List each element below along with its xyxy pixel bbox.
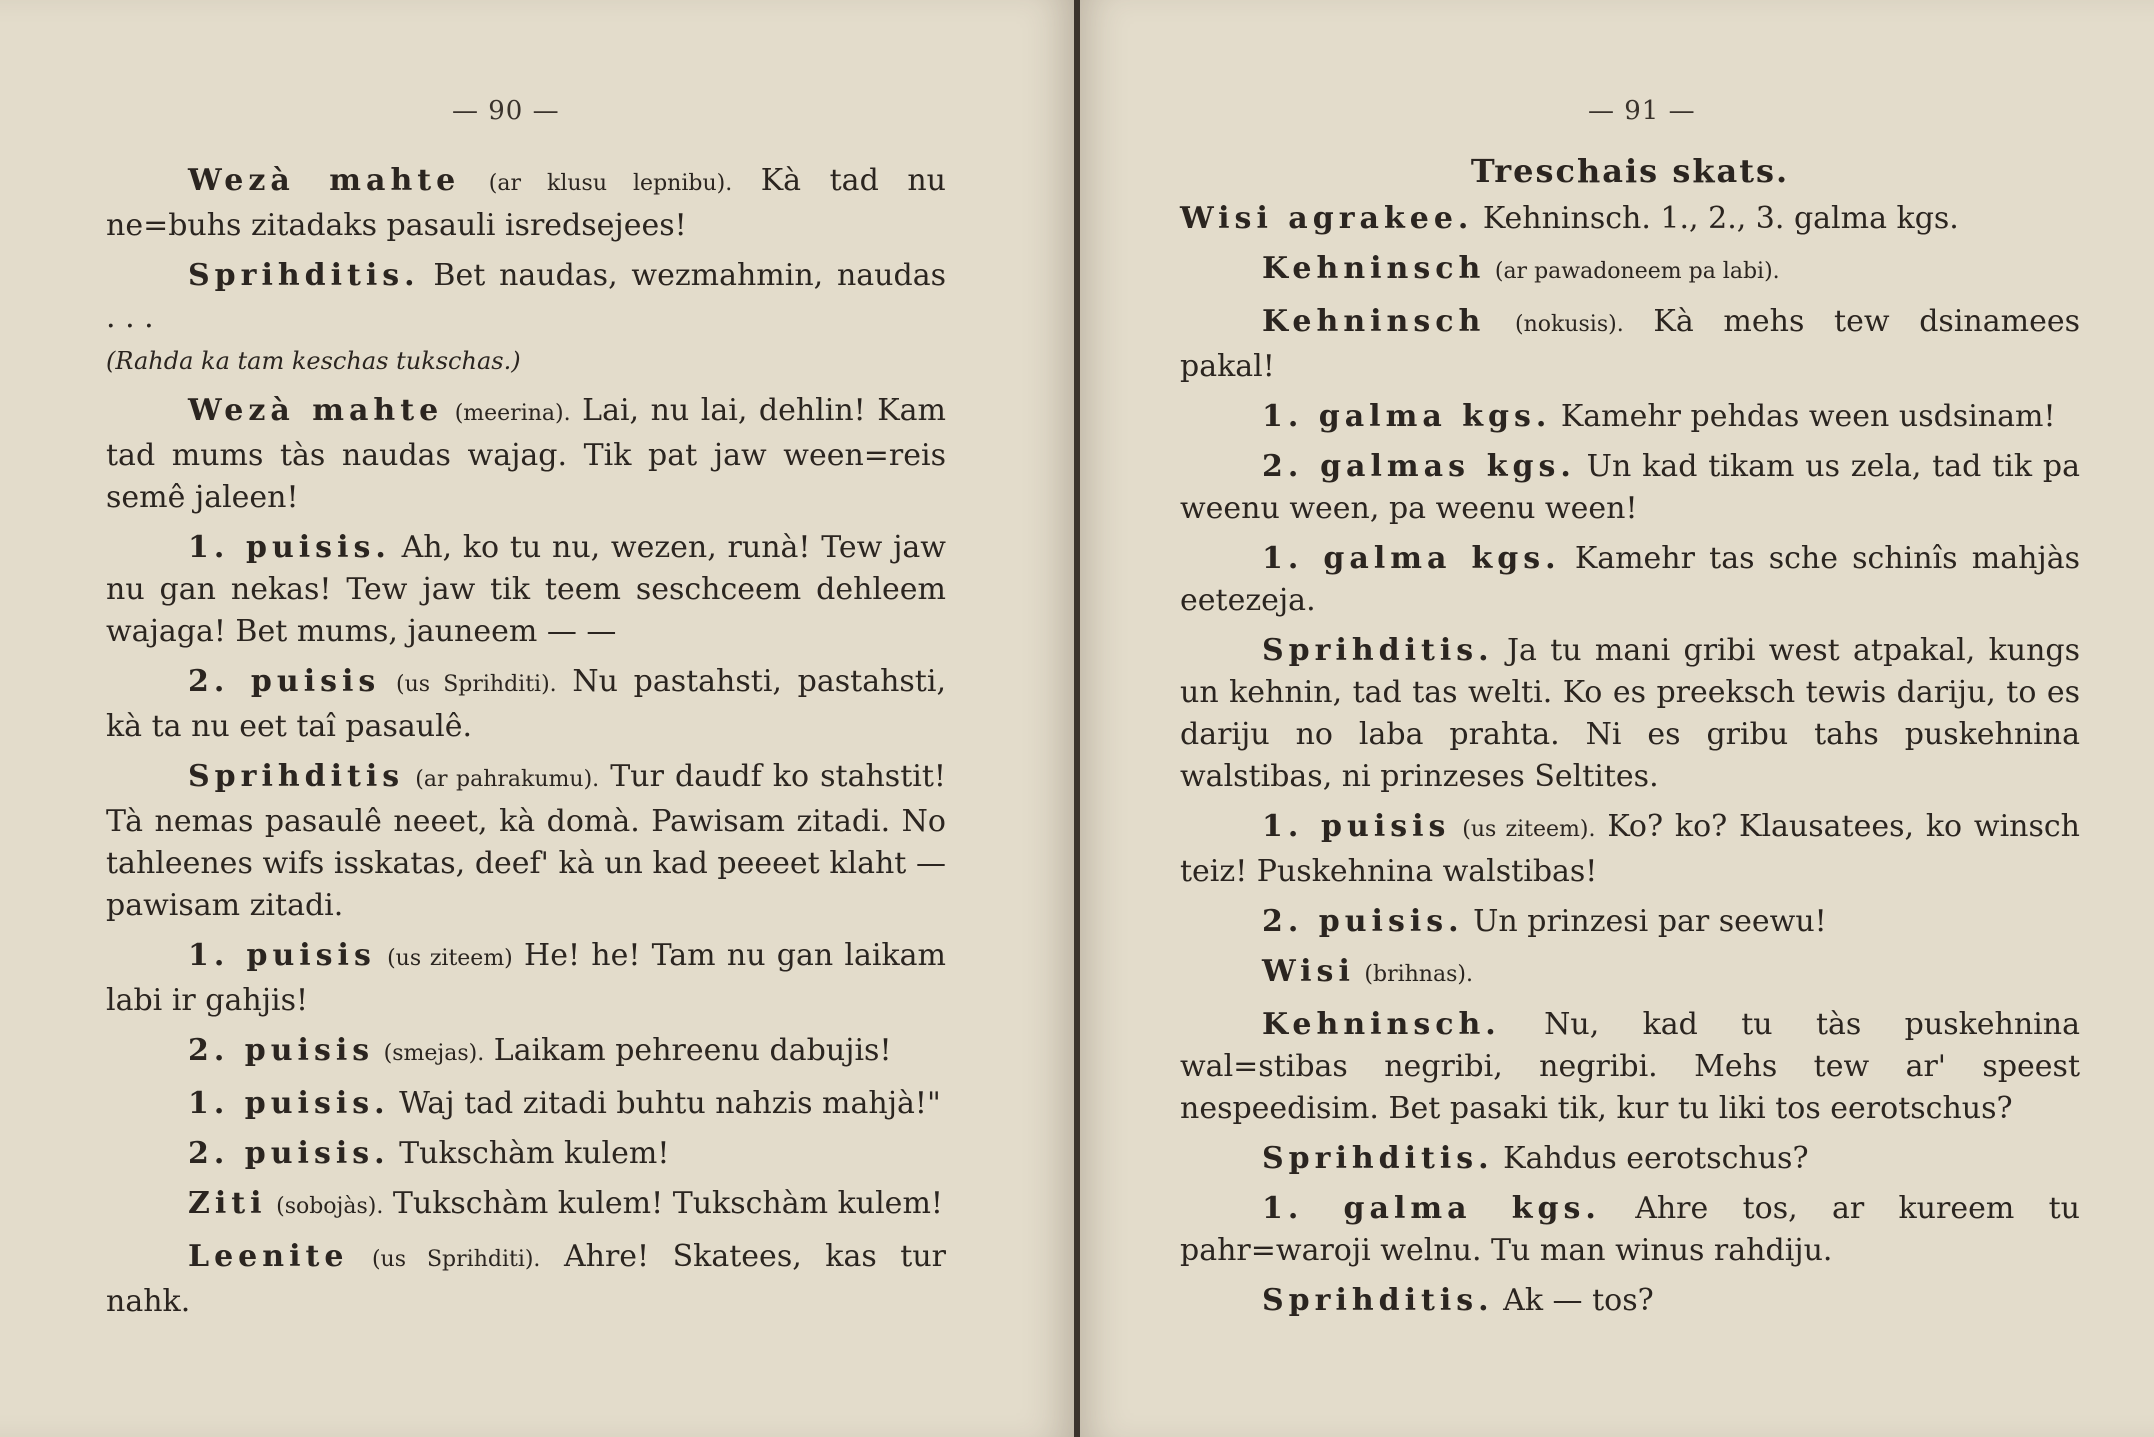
stage-direction: (sobojàs). [276, 1194, 384, 1219]
page-number: — 91 — [1588, 96, 1696, 126]
dialogue-paragraph [106, 1183, 946, 1228]
stage-direction: (us ziteem) [387, 946, 513, 971]
dialogue-text: Tukschàm kulem! Tukschàm kulem! [392, 1186, 943, 1221]
dialogue-paragraph [1180, 951, 2080, 996]
dialogue-paragraph [106, 1083, 946, 1125]
speaker-name: Wisi [1262, 954, 1355, 989]
speaker-name: Sprihditis. [1262, 1283, 1494, 1318]
speaker-name: 2. puisis. [1262, 904, 1464, 939]
dialogue-text: Kamehr tas sche schinîs mahjàs eetezeja. [1180, 541, 2081, 618]
right-page-text [1180, 150, 2080, 1322]
dialogue-paragraph [1180, 538, 2080, 622]
speaker-name: 2. puisis [188, 664, 381, 699]
speaker-name: Wezà mahte [188, 393, 444, 428]
stage-direction: (smejas). [383, 1041, 485, 1066]
dialogue-paragraph [1180, 630, 2080, 798]
dialogue-text: Kà mehs tew dsinamees pakal! [1180, 304, 2080, 384]
speaker-name: 2. puisis [188, 1033, 375, 1068]
speaker-name: Sprihditis. [1262, 633, 1494, 668]
speaker-name: Leenite [188, 1239, 349, 1274]
dialogue-paragraph [1180, 1188, 2080, 1272]
dialogue-text: Waj tad zitadi buhtu nahzis mahjà!" [399, 1086, 941, 1121]
dialogue-paragraph [1180, 1280, 2080, 1322]
dialogue-paragraph [106, 527, 946, 653]
dialogue-paragraph [1180, 806, 2080, 893]
stage-direction: (ar pawadoneem pa labi). [1494, 259, 1780, 284]
dialogue-text: Ko? ko? Klausatees, ko winsch teiz! Puskehnina walstibas! [1180, 809, 2081, 889]
dialogue-text: Laikam pehreenu dabujis! [493, 1033, 892, 1068]
stage-direction: (brihnas). [1364, 962, 1473, 987]
speaker-name: Sprihditis. [188, 258, 420, 293]
speaker-name: 1. galma kgs. [1262, 1191, 1601, 1226]
stage-direction: (ar klusu lepnibu). [488, 171, 733, 196]
stage-direction: (Rahda ka tam keschas tukschas.) [106, 347, 521, 375]
dialogue-paragraph [1180, 396, 2080, 438]
left-page-text [106, 160, 946, 1323]
speaker-name: Sprihditis [188, 759, 405, 794]
dialogue-paragraph [106, 1133, 946, 1175]
dialogue-text: Lai, nu lai, dehlin! Kam tad mums tàs naudas wajag. Tik pat jaw ween=reis semê jaleen! [106, 393, 946, 515]
dialogue-paragraph [1180, 198, 2080, 240]
speaker-name: 1. puisis. [188, 530, 391, 565]
dialogue-paragraph [1180, 901, 2080, 943]
right-page [1076, 0, 2154, 1437]
speaker-name: Kehninsch [1262, 251, 1486, 286]
dialogue-text: Nu pastahsti, pastahsti, kà ta nu eet taî pasaulê. [106, 664, 946, 744]
dialogue-paragraph [106, 935, 946, 1022]
stage-direction: (ar pahrakumu). [415, 767, 600, 792]
dialogue-text: Kahdus eerotschus? [1503, 1141, 1809, 1176]
dialogue-paragraph [1180, 1138, 2080, 1180]
dialogue-paragraph [106, 160, 946, 247]
dialogue-text: He! he! Tam nu gan laikam labi ir gahjis! [106, 938, 946, 1018]
stage-direction: (us Sprihditi). [396, 672, 557, 697]
dialogue-text: Tukschàm kulem! [399, 1136, 670, 1171]
speaker-name: Kehninsch [1262, 304, 1486, 339]
dialogue-paragraph [1180, 301, 2080, 388]
page-number: — 90 — [452, 96, 560, 126]
left-page [0, 0, 1076, 1437]
dialogue-text: Ja tu mani gribi west atpakal, kungs un kehnin, tad tas welti. Ko es preeksch tewis dariju, to es dariju no laba prahta. Ni es gribu tahs puskehnina walstibas, ni prinzeses Seltites. [1180, 633, 2080, 794]
dialogue-text: Ah, ko tu nu, wezen, runà! Tew jaw nu gan nekas! Tew jaw tik teem seschceem dehleem wajaga! Bet mums, jauneem — — [106, 530, 946, 649]
dialogue-text: Bet naudas, wezmahmin, naudas . . . [106, 258, 946, 335]
speaker-name: 1. puisis. [188, 1086, 390, 1121]
dialogue-paragraph [1180, 248, 2080, 293]
stage-direction: (us Sprihditi). [371, 1247, 541, 1272]
scene-heading: Treschais skats. [1470, 152, 1790, 190]
stage-direction: (us ziteem). [1462, 817, 1596, 842]
dialogue-text: Tur daudf ko stahstit! Tà nemas pasaulê neeet, kà domà. Pawisam zitadi. No tahleenes wifs isskatas, deef' kà un kad peeeet klaht — pawisam zitadi. [106, 759, 946, 923]
speaker-name: 2. puisis. [188, 1136, 390, 1171]
speaker-name: 1. puisis [188, 938, 376, 973]
speaker-name: 1. galma kgs. [1262, 541, 1561, 576]
dialogue-text: Kà tad nu ne=buhs zitadaks pasauli isredsejees! [106, 163, 946, 243]
dialogue-text: Ahre tos, ar kureem tu pahr=waroji welnu. Tu man winus rahdiju. [1180, 1191, 2080, 1268]
speaker-name: 2. galmas kgs. [1262, 449, 1576, 484]
dialogue-text: Kehninsch. 1., 2., 3. galma kgs. [1482, 201, 1959, 236]
dialogue-text: Nu, kad tu tàs puskehnina wal=stibas negribi, negribi. Mehs tew ar' speest nespeedisim. Bet pasaki tik, kur tu liki tos eerotschus? [1180, 1007, 2080, 1126]
speaker-name: Ziti [188, 1186, 267, 1221]
dialogue-paragraph [1180, 446, 2080, 530]
dialogue-paragraph [106, 255, 946, 339]
dialogue-paragraph [106, 339, 946, 382]
dialogue-text: Un prinzesi par seewu! [1473, 904, 1827, 939]
dialogue-text: Un kad tikam us zela, tad tik pa weenu ween, pa weenu ween! [1180, 449, 2080, 526]
speaker-name: Sprihditis. [1262, 1141, 1494, 1176]
speaker-name: Wezà mahte [188, 163, 461, 198]
dialogue-paragraph [106, 1030, 946, 1075]
stage-direction: (meerina). [454, 401, 571, 426]
speaker-name: 1. galma kgs. [1262, 399, 1552, 434]
stage-direction: (nokusis). [1515, 312, 1624, 337]
dialogue-paragraph [106, 1236, 946, 1323]
speaker-name: Kehninsch. [1262, 1007, 1501, 1042]
book-gutter [1074, 0, 1080, 1437]
dialogue-text: Kamehr pehdas ween usdsinam! [1560, 399, 2056, 434]
dialogue-paragraph [106, 390, 946, 519]
speaker-name: 1. puisis [1262, 809, 1451, 844]
dialogue-text: Ahre! Skatees, kas tur nahk. [106, 1239, 946, 1319]
dialogue-paragraph [106, 661, 946, 748]
dialogue-paragraph [1180, 1004, 2080, 1130]
dialogue-paragraph [106, 756, 946, 927]
dialogue-text: Ak — tos? [1503, 1283, 1654, 1318]
speaker-name: Wisi agrakee. [1180, 201, 1474, 236]
